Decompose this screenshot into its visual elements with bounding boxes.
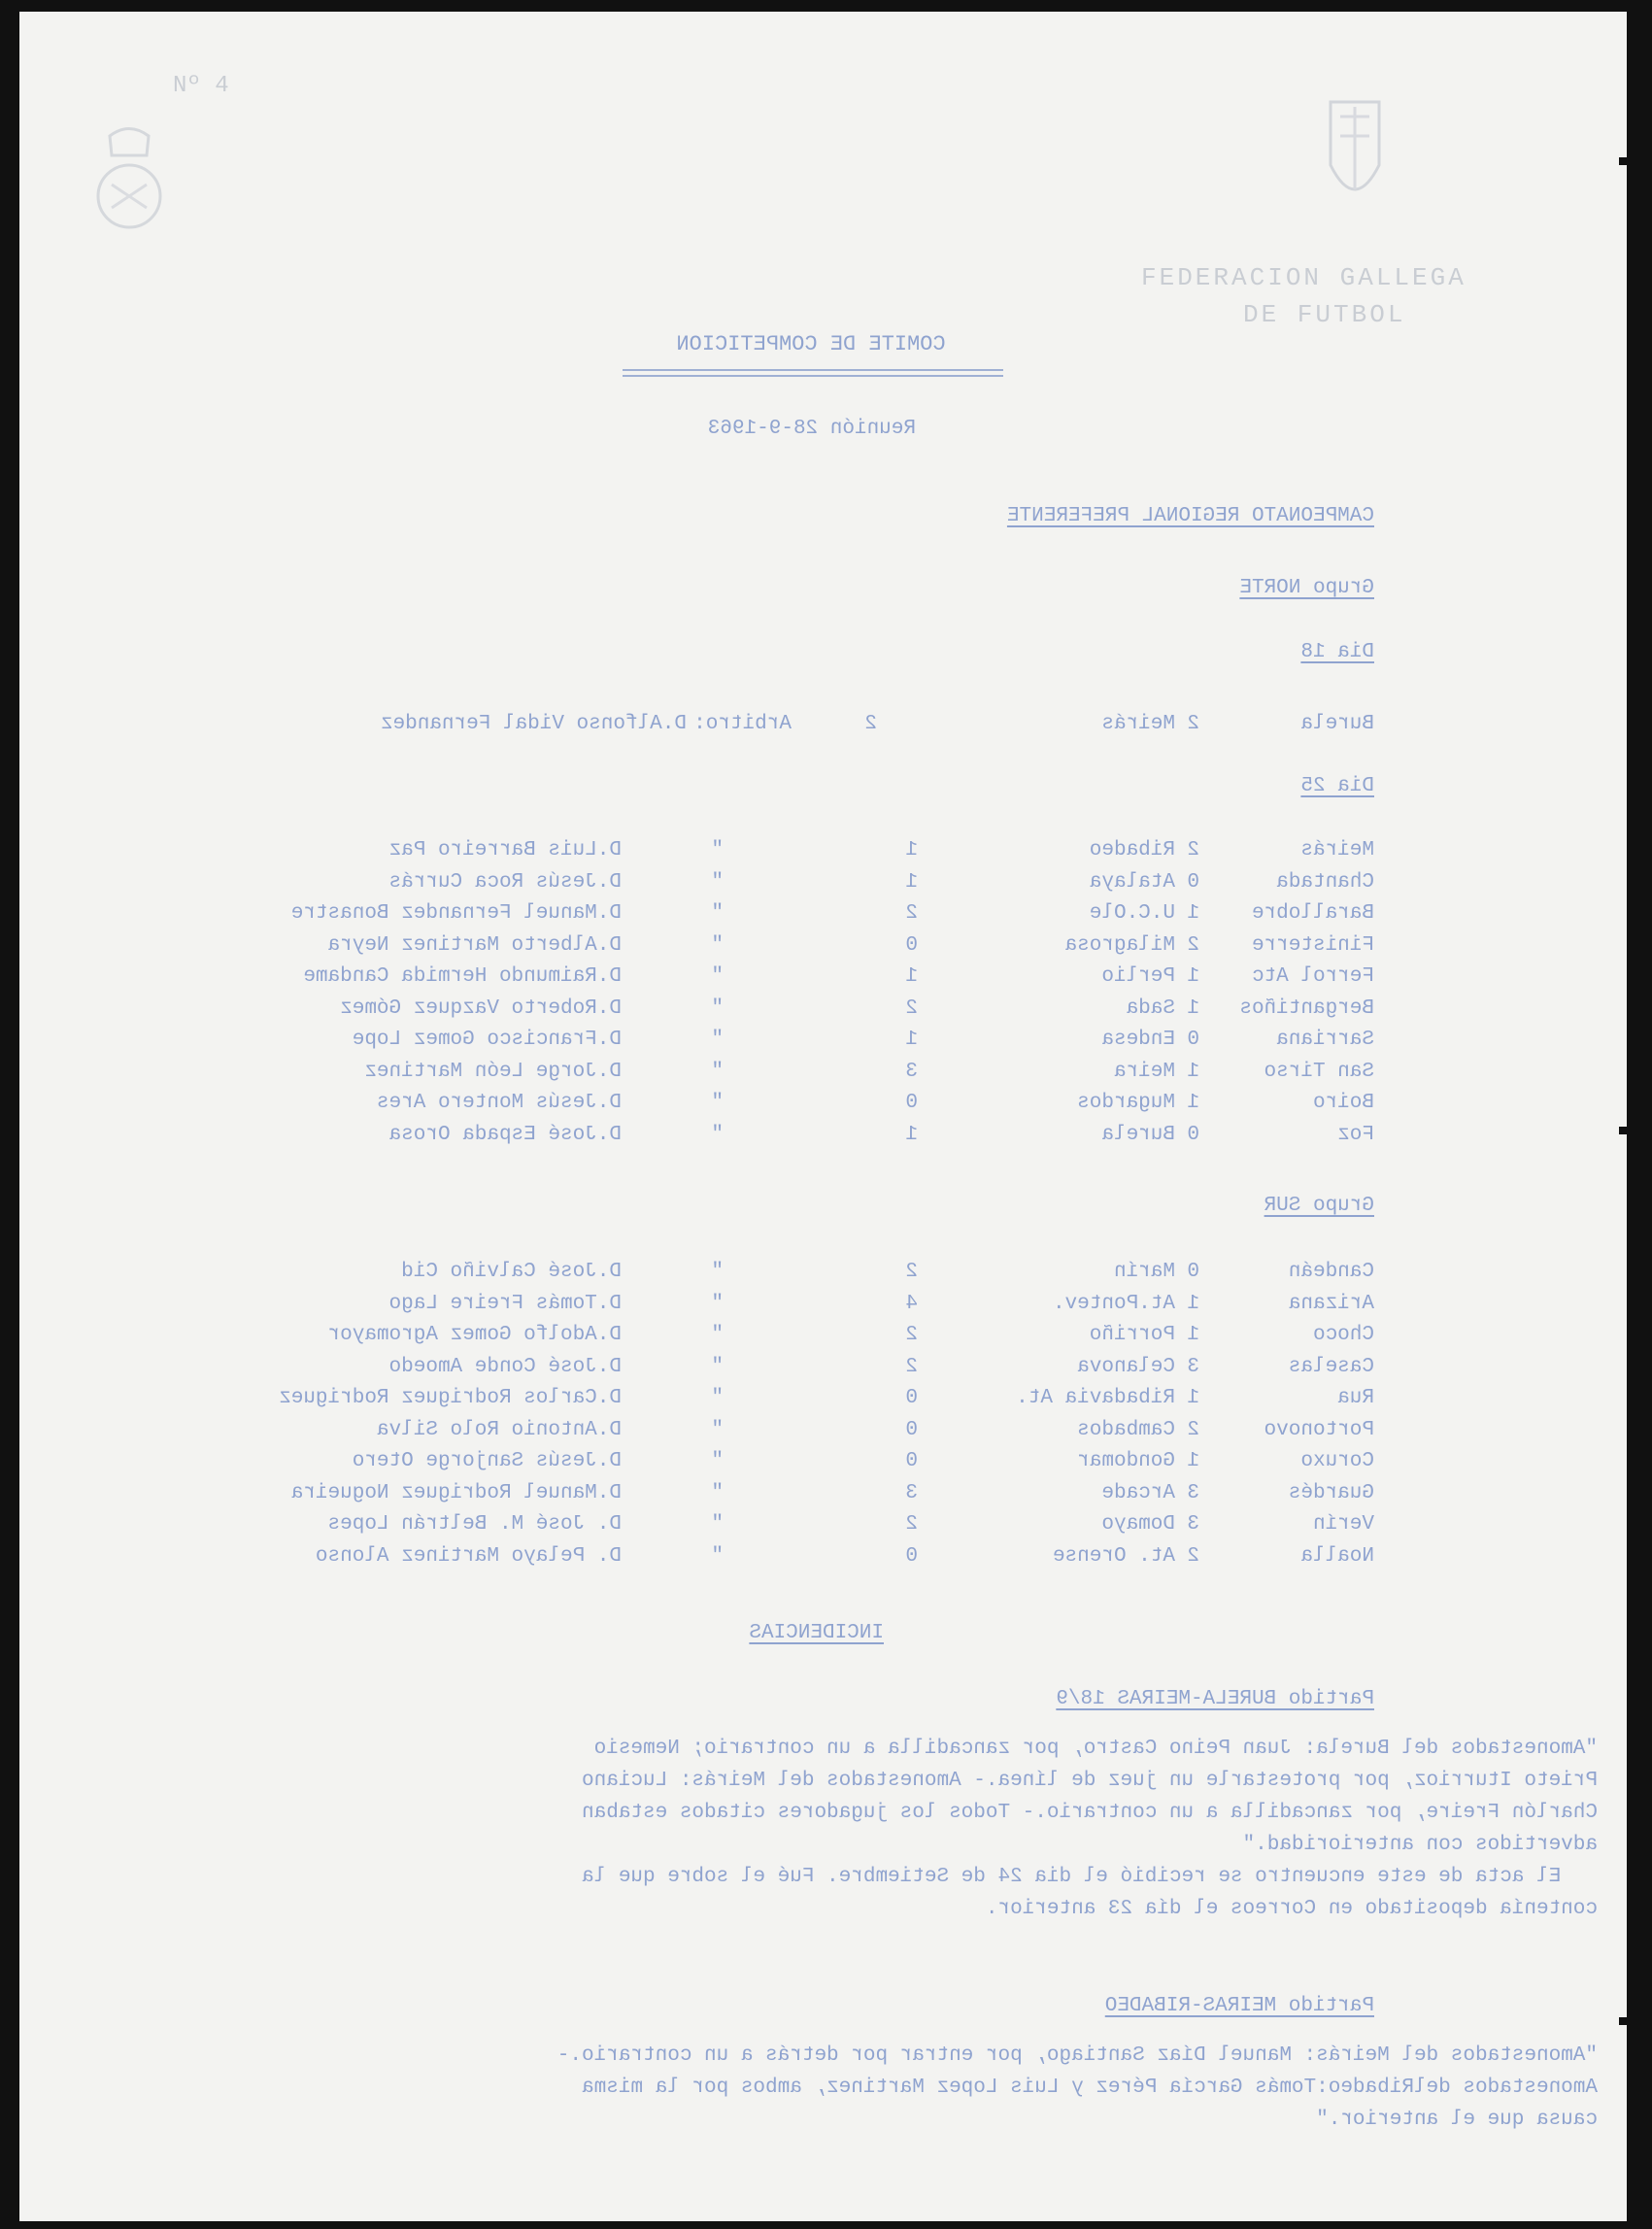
home-team: Coruxo: [1300, 1450, 1374, 1472]
home-goals: 0: [1187, 1261, 1199, 1283]
match-row: [209, 1324, 1374, 1357]
away-goals: 2: [905, 902, 918, 925]
home-goals: 1: [1187, 1292, 1199, 1315]
text-line: advertidos con anterioridad.": [1242, 1834, 1598, 1856]
ditto-mark: ": [711, 1513, 724, 1536]
text-line: El acta de este encuentro se recibió el dia 24 de Setiembre. Fué el sobre que la: [582, 1866, 1598, 1888]
away-goals: 2: [905, 1324, 918, 1346]
home-team: Verín: [1312, 1513, 1374, 1536]
away-goals: 4: [905, 1292, 918, 1315]
ditto-mark: ": [711, 1544, 724, 1568]
match-row: [209, 1513, 1374, 1546]
match-row: [209, 934, 1374, 967]
match-row: [209, 1545, 1374, 1578]
home-goals: 1: [1187, 1450, 1199, 1472]
referee: D.Jesús Roca Currás: [388, 870, 622, 894]
ditto-mark: ": [711, 1123, 724, 1146]
referee: D.Tomás Freire Lago: [388, 1292, 622, 1315]
home-goals: 2: [1187, 1418, 1199, 1441]
home-team: Guardés: [1288, 1481, 1374, 1504]
home-goals: 3: [1187, 1355, 1199, 1378]
match-row: [209, 1293, 1374, 1326]
away-goals: 1: [905, 1123, 918, 1146]
home-goals: 2: [1187, 839, 1199, 861]
ditto-mark: ": [711, 1481, 724, 1504]
home-team: Arizana: [1288, 1292, 1374, 1315]
away-goals: 1: [905, 965, 918, 988]
home-team: Caselas: [1288, 1355, 1374, 1378]
ditto-mark: ": [711, 965, 724, 988]
referee: D.Antonio Rolo Silva: [376, 1418, 622, 1441]
away-goals: 0: [905, 1450, 918, 1472]
text-line: "Amonestados del Meirás: Manuel Díaz Santiago, por entrar por detrás a un contrario.-: [556, 2044, 1598, 2067]
ditto-mark: ": [711, 1029, 724, 1051]
home-goals: 0: [1187, 870, 1199, 894]
page-title: COMITE DE COMPETICION: [676, 332, 946, 356]
away-team: U.C.Ole: [1089, 902, 1175, 925]
referee: D.Adolfo Gomez Agromayor: [327, 1324, 622, 1346]
home-goals: 2: [1187, 1544, 1199, 1568]
away-team: Porriño: [1089, 1324, 1175, 1346]
text-line: Amonestados delRibadeo:Tomás García Pérez y Luis Lopez Martinez, ambos por la misma: [582, 2077, 1598, 2099]
ditto-mark: ": [711, 1292, 724, 1315]
federation-line2: DE FUTBOL: [1243, 300, 1406, 329]
match-row: [209, 1419, 1374, 1452]
text-line: Charlón Freire, por zancadilla a un contrario.- Todos los jugadores citados estaban: [582, 1802, 1598, 1824]
home-goals: 0: [1187, 1123, 1199, 1146]
home-goals: 1: [1187, 965, 1199, 988]
away-team: Meirás: [1101, 713, 1175, 735]
match-row: [209, 1092, 1374, 1125]
referee: D. Pelayo Martinez Alonso: [315, 1544, 622, 1568]
home-team: Bergantiños: [1239, 996, 1374, 1020]
ditto-mark: ": [711, 1060, 724, 1083]
ditto-mark: ": [711, 996, 724, 1020]
home-goals: 1: [1187, 1060, 1199, 1083]
away-goals: 2: [905, 1513, 918, 1536]
away-team: Celanova: [1077, 1355, 1175, 1378]
away-team: Ribadavia At.: [1016, 1387, 1175, 1409]
away-goals: 1: [905, 839, 918, 861]
ditto-mark: ": [711, 1355, 724, 1378]
home-goals: 1: [1187, 1324, 1199, 1346]
title-double-underline: [623, 369, 1003, 377]
away-team: At. Orense: [1052, 1544, 1175, 1568]
away-goals: 0: [905, 1418, 918, 1441]
match-row: [209, 1029, 1374, 1062]
text-line: "Amonestados del Burela: Juan Peino Castro, por zancadilla a un contrario; Nemesio: [593, 1738, 1598, 1760]
referee: D.Jesús Montero Ares: [376, 1092, 622, 1114]
home-team: Choco: [1312, 1324, 1374, 1346]
match-row: [209, 902, 1374, 935]
referee: D.Alfonso Vidal Fernandez: [380, 713, 687, 735]
ditto-mark: ": [711, 933, 724, 957]
away-goals: 1: [905, 1029, 918, 1051]
home-team: Ferrol Atc: [1251, 965, 1374, 988]
federation-line1: FEDERACION GALLEGA: [1141, 263, 1467, 292]
match-row: [209, 871, 1374, 904]
ditto-mark: ": [711, 870, 724, 894]
match-row: [209, 965, 1374, 998]
dia25-label: Dia 25: [1300, 775, 1374, 797]
away-team: Ribadeo: [1089, 839, 1175, 861]
ditto-mark: ": [711, 1261, 724, 1283]
home-team: Rua: [1337, 1387, 1374, 1409]
referee: D.José Espada Orosa: [388, 1123, 622, 1146]
referee: D. José M. Beltrán Lopes: [327, 1513, 622, 1536]
page-number: Nº 4: [173, 73, 229, 99]
home-goals: 1: [1187, 1387, 1199, 1409]
home-goals: 2: [1187, 713, 1199, 735]
referee: D.Roberto Vazquez Gómez: [340, 996, 622, 1020]
ditto-mark: ": [711, 1092, 724, 1114]
home-team: Sarriana: [1276, 1029, 1374, 1051]
match-row: [209, 997, 1374, 1030]
home-team: Noalla: [1300, 1544, 1374, 1568]
home-team: Boiro: [1312, 1092, 1374, 1114]
text-line: contenía depositado en Correos el día 23 anterior.: [985, 1898, 1598, 1920]
group-sur-title: Grupo SUR: [1264, 1195, 1374, 1217]
away-team: Endesa: [1101, 1029, 1175, 1051]
ditto-mark: ": [711, 839, 724, 861]
match-row: [209, 1450, 1374, 1483]
away-team: Gondomar: [1077, 1450, 1175, 1472]
home-team: San Tirso: [1264, 1060, 1374, 1083]
arbitro-label: Arbitro:: [693, 713, 792, 735]
home-team: Barallobre: [1251, 902, 1374, 925]
away-team: Sada: [1126, 996, 1175, 1020]
home-goals: 1: [1187, 1092, 1199, 1114]
ditto-mark: ": [711, 1387, 724, 1409]
ditto-mark: ": [711, 902, 724, 925]
home-goals: 0: [1187, 1029, 1199, 1051]
home-goals: 1: [1187, 996, 1199, 1020]
dia18-label: Dia 18: [1300, 641, 1374, 663]
match-row: [209, 1124, 1374, 1157]
text-line: causa que el anterior.": [1316, 2109, 1598, 2131]
partido1-title: Partido BURELA-MEIRAS 18/9: [1056, 1688, 1374, 1710]
referee: D.Luis Barreiro Paz: [388, 839, 622, 861]
away-team: Milagrosa: [1064, 933, 1175, 957]
document-page: [19, 12, 1627, 2221]
home-goals: 1: [1187, 902, 1199, 925]
away-team: Perlio: [1101, 965, 1175, 988]
away-goals: 0: [905, 1092, 918, 1114]
incidencias-title: INCIDENCIAS: [749, 1622, 884, 1644]
referee: D.Alberto Martinez Neyra: [327, 933, 622, 957]
away-goals: 1: [905, 870, 918, 894]
away-team: Mugardos: [1077, 1092, 1175, 1114]
meeting-date: Reunión 28-9-1963: [707, 418, 916, 440]
match-row: [209, 1061, 1374, 1094]
away-goals: 3: [905, 1060, 918, 1083]
away-team: Marín: [1113, 1261, 1175, 1283]
away-team: At.Pontev.: [1052, 1292, 1175, 1315]
away-team: Cambados: [1077, 1418, 1175, 1441]
partido2-title: Partido MEIRAS-RIBADEO: [1104, 1995, 1374, 2017]
home-team: Finisterre: [1251, 933, 1374, 957]
referee: D.Jorge León Martinez: [364, 1060, 622, 1083]
referee: D.Raimundo Hermida Candame: [303, 965, 622, 988]
home-goals: 3: [1187, 1481, 1199, 1504]
referee: D.José Conde Amoedo: [388, 1355, 622, 1378]
home-goals: 3: [1187, 1513, 1199, 1536]
referee: D.Jesús Sanjorge Otero: [352, 1450, 622, 1472]
referee: D.Manuel Rodriguez Nogueira: [290, 1481, 622, 1504]
match-row: [209, 713, 1374, 746]
away-goals: 2: [905, 996, 918, 1020]
away-team: Arcade: [1101, 1481, 1175, 1504]
away-goals: 2: [905, 1261, 918, 1283]
match-row: [209, 1387, 1374, 1420]
match-row: [209, 1261, 1374, 1294]
away-goals: 2: [905, 1355, 918, 1378]
away-goals: 0: [905, 933, 918, 957]
home-team: Candeán: [1288, 1261, 1374, 1283]
home-team: Portonovo: [1264, 1418, 1374, 1441]
text-line: Prieto Iturrioz, por protestarle un juez de línea.- Amonestados del Meirás: Luciano: [582, 1770, 1598, 1792]
away-goals: 0: [905, 1387, 918, 1409]
referee: D.Carlos Rodriguez Rodriguez: [279, 1387, 622, 1409]
ditto-mark: ": [711, 1324, 724, 1346]
away-goals: 2: [864, 713, 877, 735]
group-norte-title: Grupo NORTE: [1239, 577, 1374, 599]
match-row: [209, 1482, 1374, 1515]
referee: D.Manuel Fernandez Bonastre: [290, 902, 622, 925]
home-team: Foz: [1337, 1123, 1374, 1146]
away-team: Burela: [1101, 1123, 1175, 1146]
match-row: [209, 1356, 1374, 1389]
referee: D.José Calviño Cid: [401, 1261, 622, 1283]
home-team: Chantada: [1276, 870, 1374, 894]
match-row: [209, 839, 1374, 872]
away-goals: 0: [905, 1544, 918, 1568]
ditto-mark: ": [711, 1418, 724, 1441]
home-goals: 2: [1187, 933, 1199, 957]
away-goals: 3: [905, 1481, 918, 1504]
away-team: Atalaya: [1089, 870, 1175, 894]
referee: D.Francisco Gomez Lope: [352, 1029, 622, 1051]
home-team: Meirás: [1300, 839, 1374, 861]
away-team: Meira: [1113, 1060, 1175, 1083]
section-title: CAMPEONATO REGIONAL PREFERENTE: [1006, 505, 1374, 527]
away-team: Domayo: [1101, 1513, 1175, 1536]
ditto-mark: ": [711, 1450, 724, 1472]
home-team: Burela: [1300, 713, 1374, 735]
